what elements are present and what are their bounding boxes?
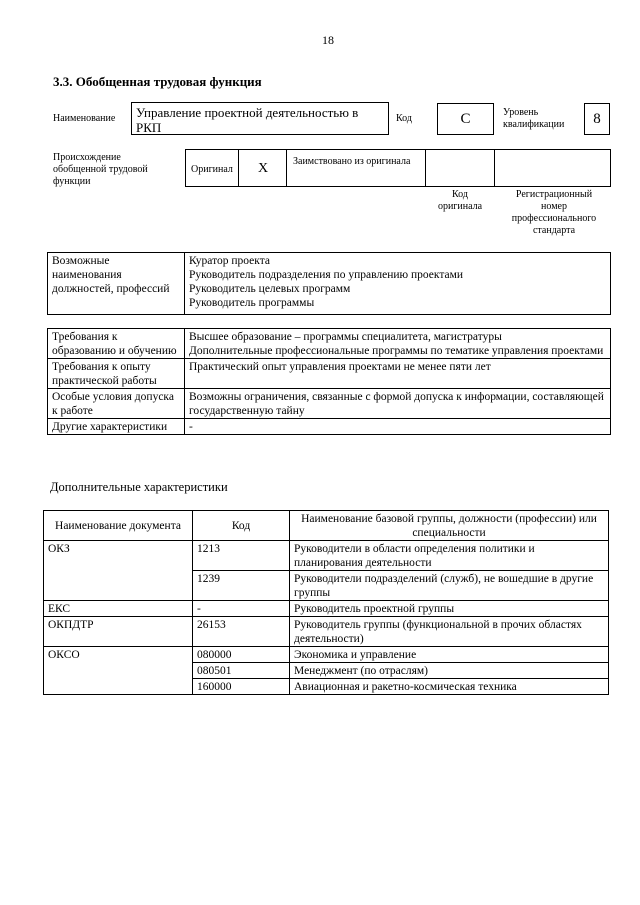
group-cell: Руководители подразделений (служб), не вошедшие в другие группы <box>290 571 609 601</box>
borrowed-label: Заимствовано из оригинала <box>293 156 411 167</box>
table-row <box>44 617 609 647</box>
position-item: Руководитель подразделения по управлению проектами <box>189 269 464 281</box>
code-box <box>437 103 494 135</box>
name-label: Наименование <box>53 113 116 124</box>
code-value: С <box>460 111 471 127</box>
requirement-value: - <box>185 419 611 435</box>
code-cell: 080000 <box>193 647 290 663</box>
doc-cell: ЕКС <box>44 601 193 617</box>
divider <box>494 149 495 187</box>
group-cell: Руководитель группы (функциональной в прочих областях деятельности) <box>290 617 609 647</box>
requirement-value: Практический опыт управления проектами не менее пяти лет <box>185 359 611 389</box>
table-row <box>44 601 609 617</box>
level-box <box>584 103 610 135</box>
group-cell: Экономика и управление <box>290 647 609 663</box>
positions-label: Возможные наименования должностей, профессий <box>48 253 185 315</box>
function-name-box <box>131 102 389 135</box>
header-code: Код <box>193 511 290 541</box>
group-cell: Руководители в области определения политики и планирования деятельности <box>290 541 609 571</box>
group-cell: Менеджмент (по отраслям) <box>290 663 609 679</box>
code-cell: 080501 <box>193 663 290 679</box>
code-cell: - <box>193 601 290 617</box>
code-cell: 1239 <box>193 571 290 601</box>
code-cell: 26153 <box>193 617 290 647</box>
requirement-label: Особые условия допуска к работе <box>48 389 185 419</box>
header-document: Наименование документа <box>44 511 193 541</box>
group-cell: Руководитель проектной группы <box>290 601 609 617</box>
requirements-table <box>47 328 611 435</box>
positions-list <box>185 253 611 315</box>
section-title: 3.3. Обобщенная трудовая функция <box>53 74 262 89</box>
requirement-value: Возможны ограничения, связанные с формой допуска к информации, составляющей государственную тайну <box>185 389 611 419</box>
divider <box>425 149 426 187</box>
code-cell: 160000 <box>193 679 290 695</box>
doc-cell: ОКЗ <box>44 541 193 601</box>
origin-label: Происхождение обобщенной трудовой функции <box>53 152 148 187</box>
additional-table <box>43 510 609 695</box>
table-row <box>44 647 609 663</box>
code-original-caption: Код оригинала <box>437 189 483 212</box>
requirement-label: Требования к опыту практической работы <box>48 359 185 389</box>
divider <box>238 149 239 187</box>
original-mark: X <box>258 161 269 176</box>
original-label: Оригинал <box>191 164 233 175</box>
group-cell: Авиационная и ракетно-космическая техника <box>290 679 609 695</box>
code-cell: 1213 <box>193 541 290 571</box>
position-item: Руководитель целевых программ <box>189 283 351 295</box>
doc-cell: ОКСО <box>44 647 193 695</box>
requirement-value: Высшее образование – программы специалитета, магистратуры Дополнительные профессиональные программы по тематике управления проектами <box>185 329 611 359</box>
header-group-name: Наименование базовой группы, должности (профессии) или специальности <box>290 511 609 541</box>
requirement-label: Требования к образованию и обучению <box>48 329 185 359</box>
code-label: Код <box>396 113 412 124</box>
level-value: 8 <box>593 111 601 127</box>
additional-title: Дополнительные характеристики <box>50 480 228 494</box>
origin-box <box>185 149 611 187</box>
doc-cell: ОКПДТР <box>44 617 193 647</box>
table-row <box>44 541 609 571</box>
reg-number-caption: Регистрационный номер профессионального стандарта <box>511 189 597 236</box>
requirement-label: Другие характеристики <box>48 419 185 435</box>
position-item: Руководитель программы <box>189 297 315 309</box>
position-item: Куратор проекта <box>189 255 270 267</box>
level-label: Уровень квалификации <box>503 107 565 130</box>
positions-table <box>47 252 611 315</box>
function-name: Управление проектной деятельностью в РКП <box>136 105 359 135</box>
divider <box>286 149 287 187</box>
page-number: 18 <box>322 33 334 47</box>
